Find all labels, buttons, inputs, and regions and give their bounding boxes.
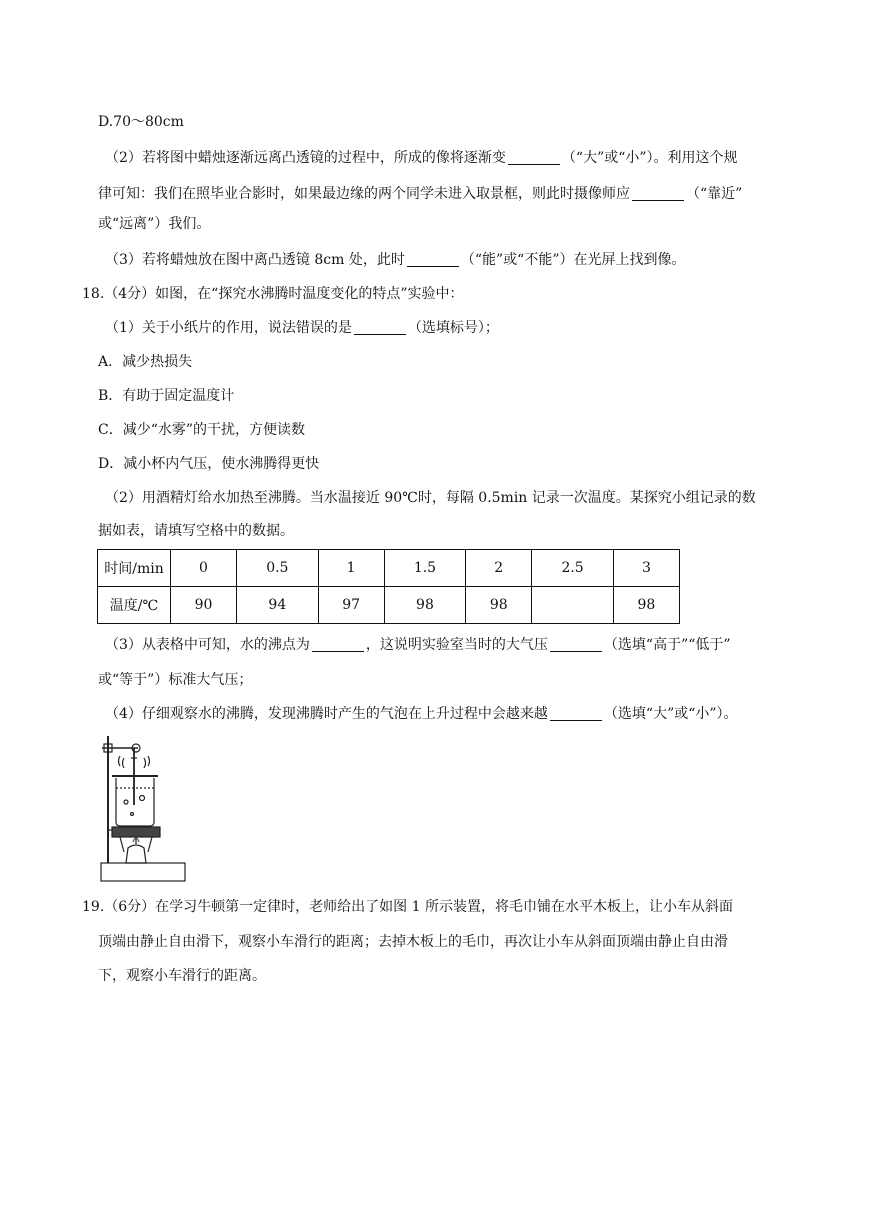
table-cell: 2.5 bbox=[532, 550, 614, 587]
alcohol-lamp bbox=[126, 845, 146, 863]
answer-blank[interactable] bbox=[508, 150, 560, 165]
text: （3）从表格中可知，水的沸点为 bbox=[105, 637, 310, 653]
q17-part2-line1 bbox=[105, 148, 738, 168]
table-row bbox=[98, 587, 680, 624]
table-cell: 0 bbox=[171, 550, 237, 587]
table-cell: 2 bbox=[466, 550, 532, 587]
text: （3）若将蜡烛放在图中离凸透镜 8cm 处，此时 bbox=[105, 252, 405, 268]
answer-blank[interactable] bbox=[312, 637, 364, 652]
answer-blank[interactable] bbox=[407, 252, 459, 267]
wire-gauze bbox=[112, 827, 160, 837]
text: （2）若将图中蜡烛逐渐远离凸透镜的过程中，所成的像将逐渐变 bbox=[105, 150, 506, 166]
q18-option-b: B．有助于固定温度计 bbox=[98, 388, 235, 404]
answer-blank[interactable] bbox=[354, 320, 406, 335]
text: 律可知：我们在照毕业合影时，如果最边缘的两个同学未进入取景框，则此时摄像师应 bbox=[98, 186, 630, 202]
q18-part3-line2: 或“等于”）标准大气压； bbox=[98, 672, 253, 688]
text: （“靠近” bbox=[686, 186, 743, 202]
q18-part1 bbox=[105, 318, 499, 338]
table-cell: 90 bbox=[171, 587, 237, 624]
table-row bbox=[98, 550, 680, 587]
text: （选填标号）； bbox=[407, 320, 499, 336]
answer-blank[interactable] bbox=[550, 637, 602, 652]
table-cell: 98 bbox=[384, 587, 466, 624]
q19-line3: 下，观察小车滑行的距离。 bbox=[98, 968, 266, 984]
boiling-apparatus-figure bbox=[98, 730, 188, 890]
q17-part3 bbox=[105, 250, 685, 270]
table-cell: 97 bbox=[318, 587, 384, 624]
table-header-temperature: 温度/℃ bbox=[98, 587, 171, 624]
q18-stem: 18.（4分）如图，在“探究水沸腾时温度变化的特点”实验中： bbox=[82, 286, 464, 302]
table-cell: 0.5 bbox=[237, 550, 319, 587]
table-cell: 98 bbox=[466, 587, 532, 624]
text: （“能”或“不能”）在光屏上找到像。 bbox=[460, 252, 686, 268]
text: （1）关于小纸片的作用，说法错误的是 bbox=[105, 320, 352, 336]
q17-part2-line3: 或“远离”）我们。 bbox=[98, 216, 211, 232]
table-header-time: 时间/min bbox=[98, 550, 171, 587]
table-cell: 98 bbox=[613, 587, 679, 624]
q17-option-d: D.70～80cm bbox=[98, 114, 184, 130]
q18-part3-line1 bbox=[105, 635, 731, 655]
q18-option-d: D．减小杯内气压，使水沸腾得更快 bbox=[98, 456, 320, 472]
beaker bbox=[116, 778, 154, 826]
q19-line2: 顶端由静止自由滑下，观察小车滑行的距离；去掉木板上的毛巾，再次让小车从斜面顶端由静止自由滑 bbox=[98, 934, 728, 950]
q17-part2-line2 bbox=[98, 184, 742, 204]
q18-part4 bbox=[105, 704, 738, 724]
stand-base bbox=[101, 863, 185, 881]
answer-blank[interactable] bbox=[550, 706, 602, 721]
text: （4）仔细观察水的沸腾，发现沸腾时产生的气泡在上升过程中会越来越 bbox=[105, 706, 548, 722]
text: （“大”或“小”）。利用这个规 bbox=[561, 150, 738, 166]
q18-part2-line2: 据如表，请填写空格中的数据。 bbox=[98, 523, 294, 539]
q18-option-c: C．减少“水雾”的干扰，方便读数 bbox=[98, 422, 306, 438]
text: （选填“大”或“小”）。 bbox=[603, 706, 738, 722]
table-cell: 3 bbox=[613, 550, 679, 587]
text: ，这说明实验室当时的大气压 bbox=[365, 637, 548, 653]
q19-line1: 19.（6分）在学习牛顿第一定律时，老师给出了如图 1 所示装置，将毛巾铺在水平木板上，让小车从斜面 bbox=[82, 899, 733, 915]
table-cell: 1.5 bbox=[384, 550, 466, 587]
table-cell: 94 bbox=[237, 587, 319, 624]
text: （选填“高于”“低于” bbox=[603, 637, 731, 653]
answer-blank[interactable] bbox=[632, 186, 684, 201]
table-cell: 1 bbox=[318, 550, 384, 587]
table-cell-blank[interactable] bbox=[532, 587, 614, 624]
q18-option-a: A．减少热损失 bbox=[98, 354, 193, 370]
temperature-table bbox=[97, 549, 680, 624]
q18-part2-line1: （2）用酒精灯给水加热至沸腾。当水温接近 90℃时，每隔 0.5min 记录一次温度。某探究小组记录的数 bbox=[105, 490, 756, 506]
